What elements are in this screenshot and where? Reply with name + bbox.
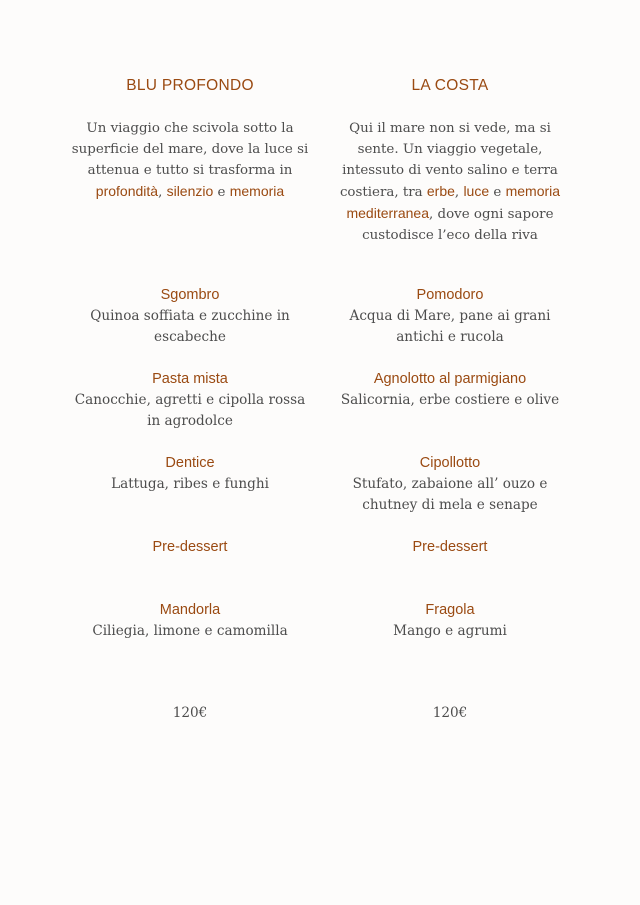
course-name: Sgombro	[160, 287, 220, 303]
intro-text: Qui il mare non si vede, ma si sente. Un viaggio vegetale, intessuto di vento salino e terra costiera, tra	[339, 121, 558, 200]
course-item	[328, 537, 572, 558]
intro-text: ,	[454, 185, 464, 200]
course-name: Pre-dessert	[152, 539, 228, 555]
course-item	[328, 600, 572, 642]
course-item	[68, 600, 312, 642]
intro-highlight: memoria	[229, 183, 285, 199]
course-name: Pomodoro	[416, 287, 484, 303]
course-description: Stufato, zabaione all’ ouzo e chutney di mela e senape	[352, 476, 548, 513]
course-description: Quinoa soffiata e zucchine in escabeche	[90, 308, 290, 345]
course-item	[68, 453, 312, 495]
course-description: Mango e agrumi	[393, 623, 507, 639]
intro-highlight: luce	[463, 183, 490, 199]
intro-text: e	[489, 185, 506, 200]
course-name: Pre-dessert	[412, 539, 488, 555]
course-item	[68, 285, 312, 348]
intro-text: ,	[158, 185, 167, 200]
course-item	[328, 285, 572, 348]
course-item	[68, 369, 312, 432]
intro-text: Un viaggio che scivola sotto la superficie del mare, dove la luce si attenua e tutto si trasforma in	[71, 121, 309, 178]
course-item	[328, 453, 572, 516]
course-name: Cipollotto	[419, 455, 481, 471]
course-description: Salicornia, erbe costiere e olive	[340, 392, 560, 408]
intro-highlight: silenzio	[166, 183, 214, 199]
course-item	[328, 369, 572, 411]
intro-highlight: profondità	[95, 183, 159, 199]
course-description: Ciliegia, limone e camomilla	[92, 623, 288, 639]
course-description: Canocchie, agretti e cipolla rossa in agrodolce	[74, 392, 306, 429]
menu-price: 120€	[172, 705, 208, 721]
menu-intro	[328, 118, 572, 246]
intro-text: e	[213, 185, 230, 200]
course-name: Agnolotto al parmigiano	[373, 371, 527, 387]
intro-highlight: erbe	[426, 183, 455, 199]
course-name: Pasta mista	[152, 371, 228, 387]
course-name: Dentice	[165, 455, 215, 471]
menu-intro	[68, 118, 312, 203]
course-description: Lattuga, ribes e funghi	[111, 476, 269, 492]
intro-text: , dove ogni sapore custodisce l’eco della riva	[362, 207, 554, 243]
course-description: Acqua di Mare, pane ai grani antichi e rucola	[349, 308, 551, 345]
course-name: Fragola	[425, 602, 475, 618]
course-name: Mandorla	[159, 602, 221, 618]
course-item	[68, 537, 312, 558]
menu-title: BLU PROFONDO	[126, 77, 254, 94]
menu-price: 120€	[432, 705, 468, 721]
intro-highlight: memoria mediterranea	[346, 183, 561, 221]
menu-title: LA COSTA	[411, 77, 489, 94]
